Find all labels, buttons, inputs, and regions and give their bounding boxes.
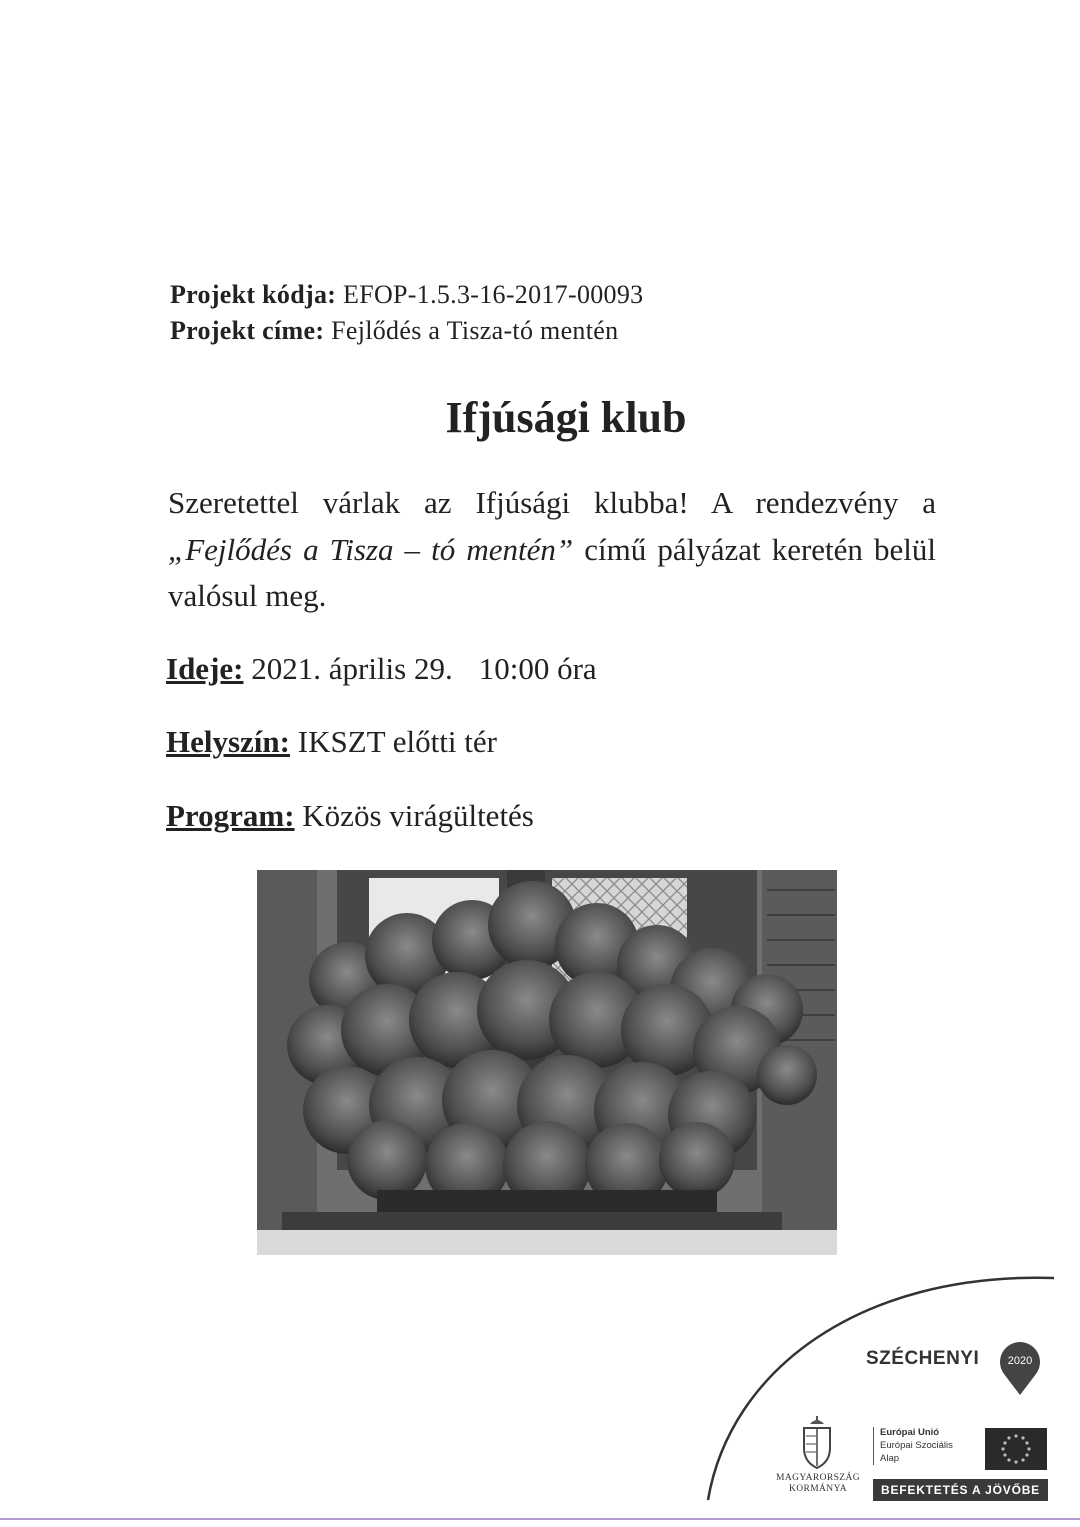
project-title-value: Fejlődés a Tisza-tó mentén xyxy=(331,316,619,345)
szechenyi-year: 2020 xyxy=(1007,1355,1033,1367)
gov-line-2: KORMÁNYA xyxy=(788,1483,848,1494)
program-label: Program: xyxy=(166,798,295,833)
project-title-label: Projekt címe: xyxy=(170,316,325,345)
szechenyi-pin-icon xyxy=(997,1338,1043,1396)
szechenyi-logo-text: SZÉCHENYI xyxy=(866,1348,980,1369)
event-date: 2021. április 29. xyxy=(251,651,453,686)
invest-future-banner: BEFEKTETÉS A JÖVŐBE xyxy=(873,1479,1048,1501)
gov-line-1: MAGYARORSZÁG xyxy=(776,1473,860,1483)
program-value: Közös virágültetés xyxy=(302,798,534,833)
event-program xyxy=(166,798,534,834)
intro-paragraph xyxy=(168,480,936,620)
eu-line-1: Európai Unió xyxy=(880,1427,940,1438)
eu-line-3: Alap xyxy=(880,1452,900,1464)
eu-line-2: Európai Szociális xyxy=(880,1439,953,1451)
eu-flag-icon xyxy=(985,1428,1047,1470)
flower-box-photo xyxy=(257,870,837,1255)
event-hour: 10:00 óra xyxy=(478,651,597,686)
government-logo-text xyxy=(768,1473,868,1495)
place-label: Helyszín: xyxy=(166,724,290,759)
event-time xyxy=(166,651,597,687)
place-value: IKSZT előtti tér xyxy=(297,724,497,759)
page-title: Ifjúsági klub xyxy=(445,393,687,442)
eu-logo-text xyxy=(873,1427,953,1465)
intro-text-2: című pályázat keretén belül valósul meg. xyxy=(168,531,936,613)
event-place xyxy=(166,724,497,760)
intro-text-1: Szeretettel várlak az Ifjúsági klubba! A rendezvény a xyxy=(168,485,936,520)
project-code-label: Projekt kódja: xyxy=(170,280,337,309)
bottom-divider xyxy=(0,1518,1080,1520)
project-code-value: EFOP-1.5.3-16-2017-00093 xyxy=(343,280,644,309)
intro-italic-title: „Fejlődés a Tisza – tó mentén” xyxy=(168,531,574,567)
time-label: Ideje: xyxy=(166,651,244,686)
project-title-line xyxy=(170,316,618,346)
project-code-line xyxy=(170,280,643,310)
hungarian-crest-icon xyxy=(796,1414,838,1470)
